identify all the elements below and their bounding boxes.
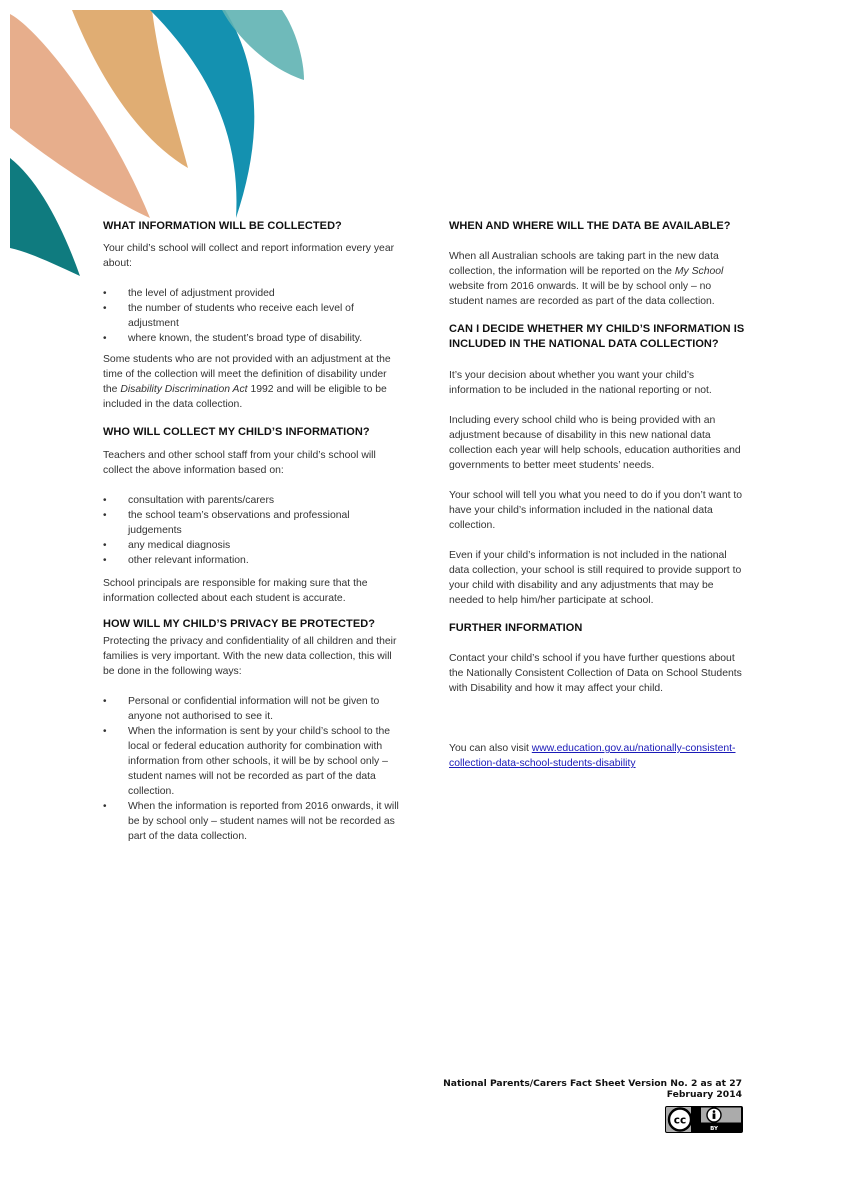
list-item: • the number of students who receive each level of adjustment xyxy=(103,301,401,331)
list-item: • the school team’s observations and professional judgements xyxy=(103,508,401,538)
list-item: • Personal or confidential information will not be given to anyone not authorised to see it. xyxy=(103,694,401,724)
list-item: • consultation with parents/carers xyxy=(103,493,401,508)
list-item: • When the information is sent by your child’s school to the local or federal education authority for combination with information from other schools, it will be by school only – student names will not be recorded as part of the data collection. xyxy=(103,724,401,799)
body-paragraph: It’s your decision about whether you want your child’s information to be included in the national reporting or not. xyxy=(449,370,712,396)
eligibility-paragraph xyxy=(103,352,401,412)
site-name: My School xyxy=(674,266,724,277)
bullet-list xyxy=(103,286,401,346)
list-item: • any medical diagnosis xyxy=(103,538,401,553)
list-item: • where known, the student’s broad type of disability. xyxy=(103,331,401,346)
section-heading: WHEN AND WHERE WILL THE DATA BE AVAILABLE? xyxy=(449,220,731,232)
body-paragraph: Your school will tell you what you need to do if you don’t want to have your child’s information included in the national data collection. xyxy=(449,490,743,531)
intro-paragraph: Your child’s school will collect and report information every year about: xyxy=(103,243,395,269)
section-heading: FURTHER INFORMATION xyxy=(449,622,583,634)
creative-commons-badge xyxy=(665,1106,743,1133)
left-column xyxy=(103,219,401,844)
by-label: BY xyxy=(710,1126,718,1132)
bullet-list xyxy=(103,694,401,844)
section-privacy xyxy=(103,617,401,844)
availability-paragraph xyxy=(449,249,747,309)
section-who-collects xyxy=(103,425,401,606)
cc-icon-label: cc xyxy=(673,1114,687,1127)
visit-prefix: You can also visit xyxy=(449,743,532,754)
visit-paragraph xyxy=(449,741,747,771)
section-information-collected xyxy=(103,219,401,412)
paragraph-text: website from 2016 onwards. It will be by school only – no student names are recorded as part of the data collection. xyxy=(449,281,715,307)
paragraph-text: 1992 and will be eligible to be included in the data collection. xyxy=(103,384,387,410)
fact-sheet-version-note: National Parents/Carers Fact Sheet Version No. 2 as at 27 February 2014 xyxy=(443,1078,742,1100)
section-heading: CAN I DECIDE WHETHER MY CHILD’S INFORMATION IS INCLUDED IN THE NATIONAL DATA COLLECTION? xyxy=(449,323,745,350)
section-decide-inclusion xyxy=(449,322,747,608)
list-item: • the level of adjustment provided xyxy=(103,286,401,301)
section-data-availability xyxy=(449,219,747,309)
section-further-information xyxy=(449,621,747,771)
right-column xyxy=(449,219,747,771)
teal-dark-swoosh xyxy=(10,158,80,276)
list-item: • When the information is reported from 2016 onwards, it will be by school only – student names will not be recorded as part of the data collection. xyxy=(103,799,401,844)
act-name: Disability Discrimination Act xyxy=(120,384,248,395)
section-heading: HOW WILL MY CHILD’S PRIVACY BE PROTECTED? xyxy=(103,618,375,630)
paragraph-text: When all Australian schools are taking part in the new data collection, the information will be reported on the xyxy=(449,251,719,277)
list-item: • other relevant information. xyxy=(103,553,401,568)
intro-paragraph: Teachers and other school staff from your child’s school will collect the above information based on: xyxy=(103,450,376,476)
body-paragraph: Contact your child’s school if you have further questions about the Nationally Consistent Collection of Data on School Students with Disability and how it may affect your child. xyxy=(449,653,742,694)
body-paragraph: Even if your child’s information is not included in the national data collection, your school is still required to provide support to your child with disability and any adjustments that may be needed to help him/her participate at school. xyxy=(449,550,742,606)
bullet-list xyxy=(103,493,401,568)
website-link[interactable]: www.education.gov.au/nationally-consistent-collection-data-school-students-disability xyxy=(449,743,736,769)
intro-paragraph: Protecting the privacy and confidentiality of all children and their families is very important. With the new data collection, this will be done in the following ways: xyxy=(103,636,397,677)
paragraph-text: Some students who are not provided with an adjustment at the time of the collection will meet the definition of disability under the xyxy=(103,354,391,395)
body-paragraph: Including every school child who is being provided with an adjustment because of disability in this new national data collection each year will help schools, education authorities and governments to better meet students’ needs. xyxy=(449,415,741,471)
section-heading: WHAT INFORMATION WILL BE COLLECTED? xyxy=(103,220,342,232)
closing-paragraph: School principals are responsible for making sure that the information collected about each student is accurate. xyxy=(103,578,368,604)
section-heading: WHO WILL COLLECT MY CHILD’S INFORMATION? xyxy=(103,426,370,438)
